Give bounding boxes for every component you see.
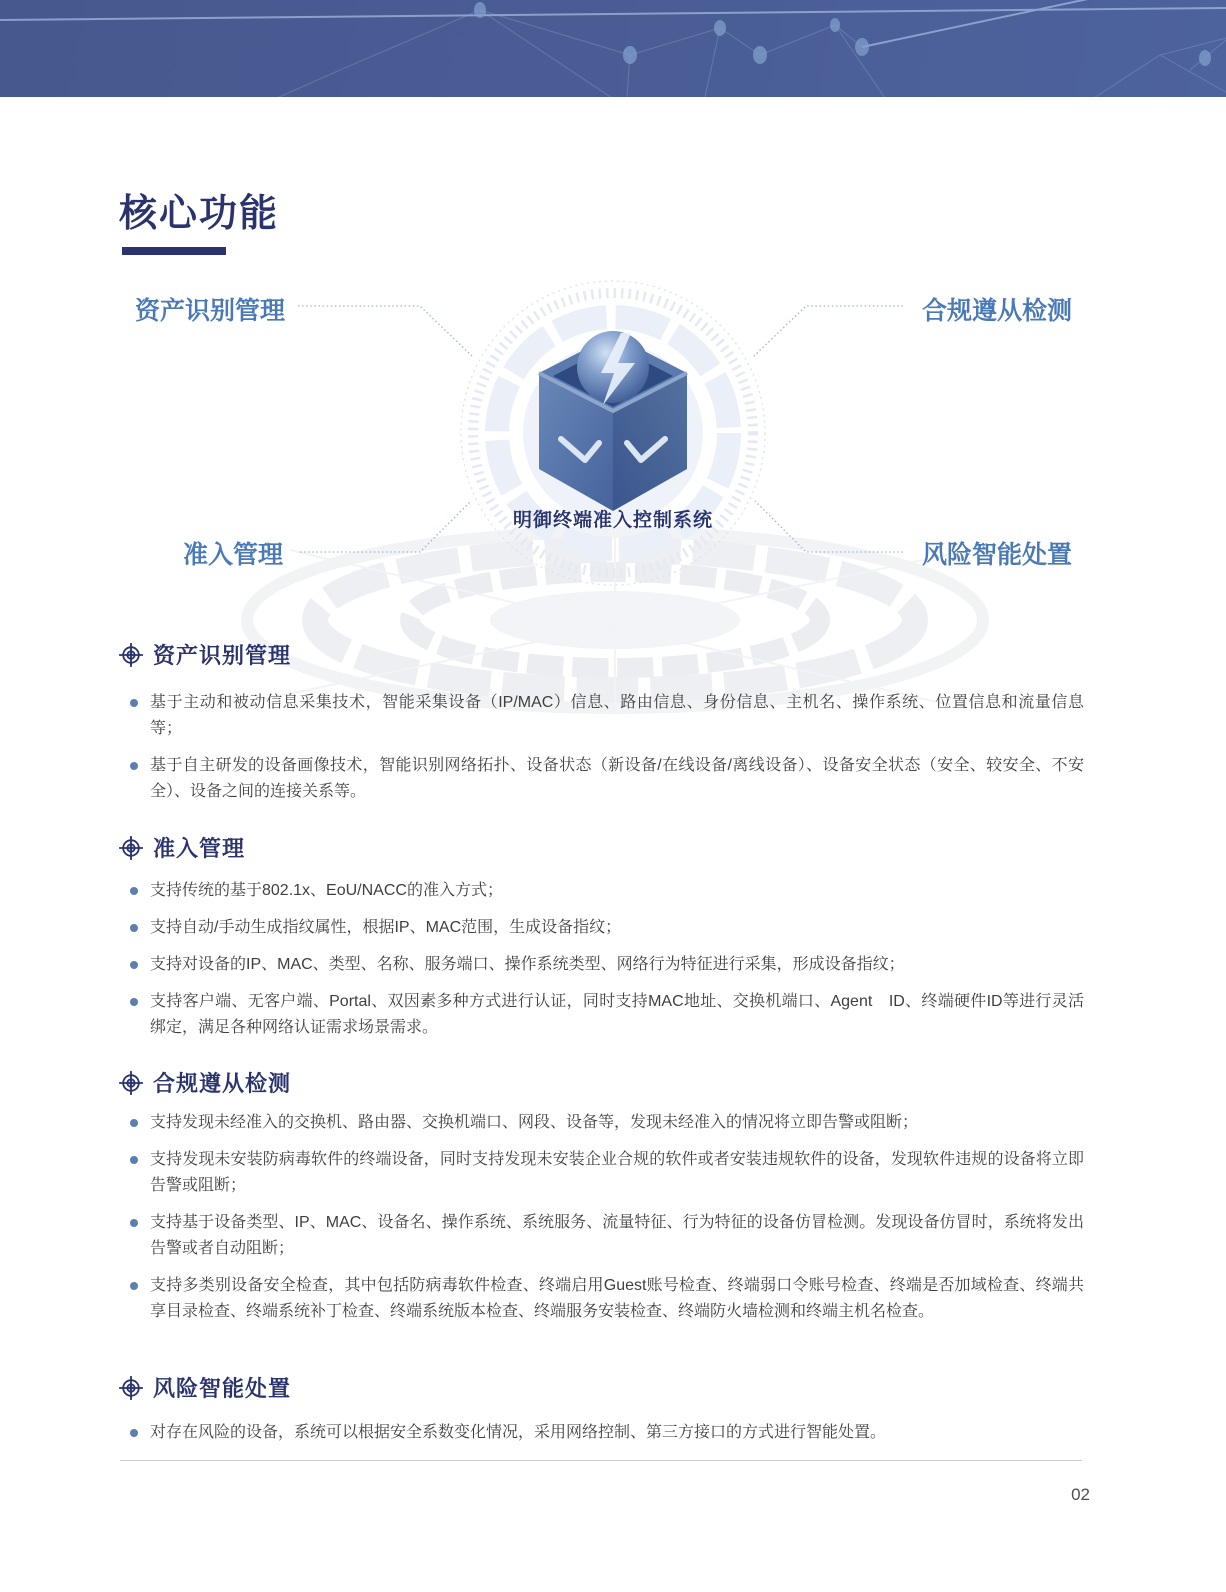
section-heading-text: 风险智能处置 [153,1376,292,1401]
diagram-node-asset-management: 资产识别管理 [135,297,286,325]
network-pattern [0,0,1226,97]
bullet-item: 基于主动和被动信息采集技术，智能采集设备（IP/MAC）信息、路由信息、身份信息、主机名、操作系统、位置信息和流量信息等； [128,690,1084,742]
bullet-item: 支持传统的基于802.1x、EoU/NACC的准入方式； [128,878,1084,904]
target-icon [118,835,144,861]
bullet-item: 支持自动/手动生成指纹属性，根据IP、MAC范围，生成设备指纹； [128,915,1084,941]
bullet-item: 支持对设备的IP、MAC、类型、名称、服务端口、操作系统类型、网络行为特征进行采集，形成设备指纹； [128,952,1084,978]
diagram-center-label: 明御终端准入控制系统 [512,510,713,531]
section-heading-text: 合规遵从检测 [153,1071,292,1096]
target-icon [118,1070,144,1096]
page-number: 02 [1071,1485,1090,1504]
core-functions-diagram [0,260,1226,680]
target-icon [118,642,144,668]
header-banner [0,0,1226,97]
section-heading-asset-management [118,639,291,670]
bullet-item: 基于自主研发的设备画像技术，智能识别网络拓扑、设备状态（新设备/在线设备/离线设备）、设备安全状态（安全、较安全、不安全）、设备之间的连接关系等。 [128,753,1084,805]
bullet-item: 对存在风险的设备，系统可以根据安全系数变化情况，采用网络控制、第三方接口的方式进行智能处置。 [128,1420,1084,1446]
bullet-item: 支持发现未安装防病毒软件的终端设备，同时支持发现未安装企业合规的软件或者安装违规软件的设备，发现软件违规的设备将立即告警或阻断； [128,1147,1084,1199]
bullet-item: 支持基于设备类型、IP、MAC、设备名、操作系统、系统服务、流量特征、行为特征的设备仿冒检测。发现设备仿冒时，系统将发出告警或者自动阻断； [128,1210,1084,1262]
section-heading-compliance-detection [118,1067,291,1098]
bullet-list-asset-management [128,690,1084,816]
title-underline [122,247,226,255]
bullet-list-risk-disposal [128,1420,1084,1457]
bullet-item: 支持客户端、无客户端、Portal、双因素多种方式进行认证，同时支持MAC地址、交换机端口、Agent ID、终端硬件ID等进行灵活绑定，满足各种网络认证需求场景需求。 [128,989,1084,1041]
footer-divider [120,1460,1082,1461]
diagram-node-access-management: 准入管理 [183,541,284,569]
bullet-list-compliance-detection [128,1110,1084,1336]
diagram-node-risk-disposal: 风险智能处置 [922,541,1073,569]
diagram-node-compliance-detection: 合规遵从检测 [922,297,1073,325]
section-heading-access-management [118,832,245,863]
section-heading-text: 准入管理 [153,836,246,861]
bullet-item: 支持多类别设备安全检查，其中包括防病毒软件检查、终端启用Guest账号检查、终端弱口令账号检查、终端是否加域检查、终端共享目录检查、终端系统补丁检查、终端系统版本检查、终端服务安装检查、终端防火墙检测和终端主机名检查。 [128,1273,1084,1325]
bullet-item: 支持发现未经准入的交换机、路由器、交换机端口、网段、设备等，发现未经准入的情况将立即告警或阻断； [128,1110,1084,1136]
bullet-list-access-management [128,878,1084,1052]
section-heading-risk-disposal [118,1372,291,1403]
section-heading-text: 资产识别管理 [153,643,292,668]
page-title: 核心功能 [119,193,280,235]
target-icon [118,1375,144,1401]
